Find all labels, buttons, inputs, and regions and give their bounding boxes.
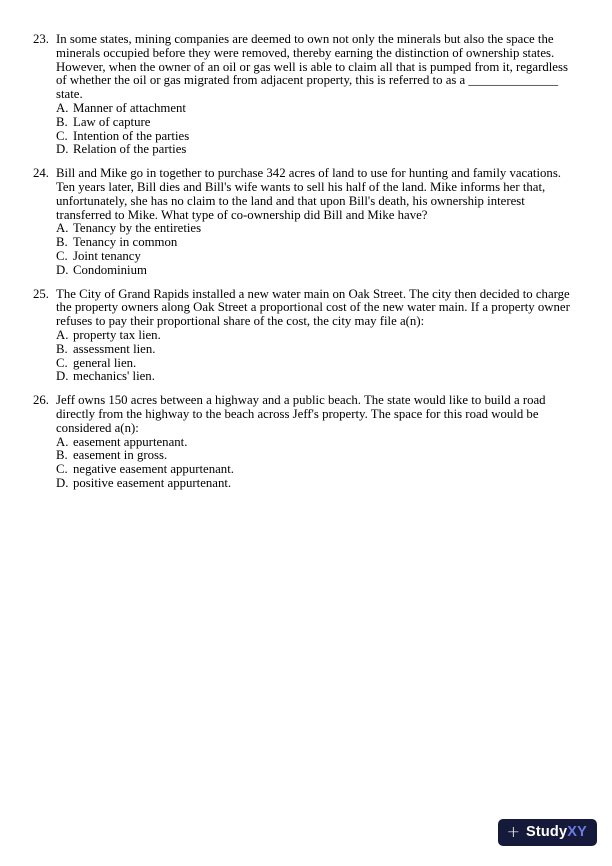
option-text: Joint tenancy — [73, 248, 141, 263]
answer-option — [56, 436, 579, 450]
question-text: The City of Grand Rapids installed a new water main on Oak Street. The city then decided to charge the property owners along Oak Street a proportional cost of the new water main. If a property owner refuses to pay their proportional share of the cost, the city may file a(n): — [56, 286, 570, 329]
option-letter: C. — [56, 355, 68, 370]
option-text: easement in gross. — [73, 448, 168, 463]
option-letter: A. — [56, 100, 69, 115]
option-text: Relation of the parties — [73, 142, 187, 157]
answer-option — [56, 449, 579, 463]
answer-option — [56, 222, 579, 236]
question-26 — [33, 394, 579, 491]
question-body — [56, 33, 579, 157]
option-text: Condominium — [73, 262, 147, 277]
option-text: assessment lien. — [73, 341, 156, 356]
answer-option — [56, 357, 579, 371]
option-letter: D. — [56, 142, 69, 157]
question-text: Bill and Mike go in together to purchase 342 acres of land to use for hunting and family vacations. Ten years later, Bill dies and Bill's wife wants to sell his half of the land. Mike informs her that, unfortunately, she has no claim to the land and that upon Bill's death, his ownership interest transferred to Mike. What type of co-ownership did Bill and Mike have? — [56, 166, 561, 222]
option-letter: D. — [56, 369, 69, 384]
answer-option — [56, 143, 579, 157]
option-text: Manner of attachment — [73, 100, 186, 115]
studyxy-logo — [498, 819, 597, 846]
question-body — [56, 167, 579, 277]
answer-option — [56, 250, 579, 264]
question-text: Jeff owns 150 acres between a highway and a public beach. The state would like to build a road directly from the highway to the beach across Jeff's property. The space for this road would be considered a(n): — [56, 393, 546, 435]
brand-study-text: Study — [525, 824, 568, 841]
option-text: negative easement appurtenant. — [73, 462, 234, 477]
option-letter: C. — [56, 462, 68, 477]
option-letter: A. — [56, 221, 69, 236]
option-text: property tax lien. — [73, 327, 161, 342]
option-text: Intention of the parties — [73, 128, 190, 143]
answer-option — [56, 370, 579, 384]
option-text: Tenancy by the entireties — [73, 221, 202, 236]
option-letter: C. — [56, 128, 68, 143]
option-letter: D. — [56, 262, 69, 277]
option-text: Tenancy in common — [73, 235, 178, 250]
answer-option — [56, 116, 579, 130]
question-24 — [33, 167, 579, 277]
answer-option — [56, 102, 579, 116]
brand-name — [526, 825, 587, 840]
option-letter: B. — [56, 114, 68, 129]
question-number: 26. — [33, 393, 49, 408]
question-number: 25. — [33, 286, 49, 301]
answer-option — [56, 130, 579, 144]
option-text: easement appurtenant. — [73, 434, 188, 449]
question-25 — [33, 288, 579, 385]
question-body — [56, 288, 579, 385]
option-letter: D. — [56, 475, 69, 490]
brand-xy-text: XY — [567, 824, 587, 841]
option-letter: B. — [56, 341, 68, 356]
option-text: mechanics' lien. — [73, 369, 155, 384]
question-23 — [33, 33, 579, 157]
answer-option — [56, 236, 579, 250]
option-letter: C. — [56, 248, 68, 263]
answer-option — [56, 329, 579, 343]
question-number: 23. — [33, 32, 49, 46]
option-letter: A. — [56, 327, 69, 342]
answer-option — [56, 264, 579, 278]
plus-icon: + — [506, 822, 520, 841]
question-body — [56, 394, 579, 491]
answer-option — [56, 477, 579, 491]
question-text: In some states, mining companies are deemed to own not only the minerals but also the space the minerals occupied before they were removed, thereby earning the distinction of ownership states. However, when the owner of an oil or gas well is able to claim all that is pumped from it, regardless of whether the oil or gas migrated from adjacent property, this is referred to as a ______________ state. — [56, 32, 568, 102]
answer-option — [56, 463, 579, 477]
option-text: general lien. — [73, 355, 137, 370]
option-letter: A. — [56, 434, 69, 449]
option-text: Law of capture — [73, 114, 151, 129]
option-letter: B. — [56, 448, 68, 463]
question-number: 24. — [33, 166, 49, 181]
answer-option — [56, 343, 579, 357]
option-text: positive easement appurtenant. — [73, 475, 232, 490]
option-letter: B. — [56, 235, 68, 250]
